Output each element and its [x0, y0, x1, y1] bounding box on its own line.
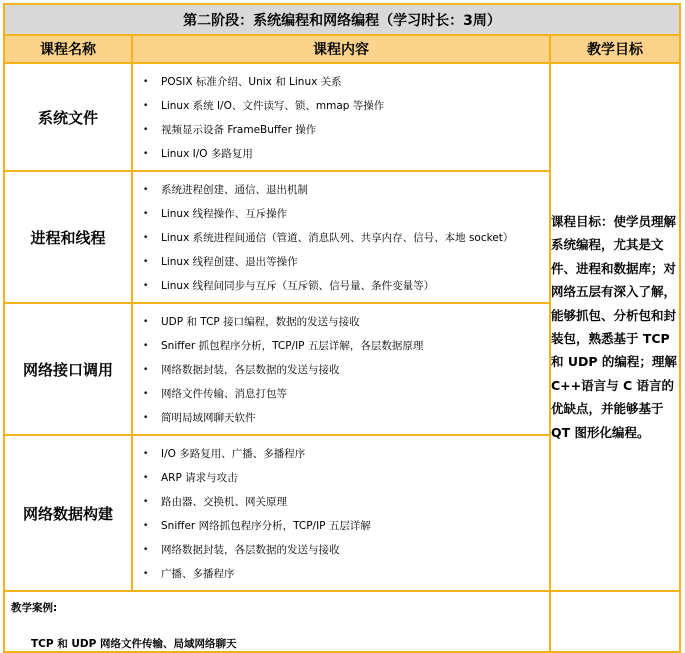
list-item: • 网络文件传输、消息打包等 — [139, 382, 549, 406]
content-list — [133, 436, 549, 590]
header-course-content: 课程内容 — [132, 35, 550, 63]
bullet-icon: • — [143, 341, 149, 351]
teaching-case — [4, 591, 550, 652]
bullet-icon: • — [143, 569, 149, 579]
list-item: • Linux 系统进程间通信（管道、消息队列、共享内存、信号、本地 socket） — [139, 226, 549, 250]
bullet-icon: • — [143, 497, 149, 507]
list-item: • I/O 多路复用、广播、多播程序 — [139, 442, 549, 466]
bullet-icon: • — [143, 233, 149, 243]
bullet-icon: • — [143, 389, 149, 399]
module-name-network-interface: 网络接口调用 — [4, 303, 132, 435]
list-item: • Linux 线程操作、互斥操作 — [139, 202, 549, 226]
list-item: • UDP 和 TCP 接口编程，数据的发送与接收 — [139, 310, 549, 334]
bullet-icon: • — [143, 149, 149, 159]
teaching-case-label: 教学案例: — [11, 602, 58, 614]
bullet-icon: • — [143, 365, 149, 375]
bullet-icon: • — [143, 521, 149, 531]
module-content-network-interface — [132, 303, 550, 435]
course-table — [3, 3, 681, 653]
teaching-goal-text: 课程目标：使学员理解系统编程，尤其是文件、进程和数据库；对网络五层有深入了解，能够抓包、分析包和封装包，熟悉基于 TCP 和 UDP 的编程；理解 C++语言与 C 语言的优缺点，并能够基于 QT 图形化编程。 — [550, 63, 680, 591]
module-content-network-data — [132, 435, 550, 591]
content-list — [133, 64, 549, 170]
header-course-name: 课程名称 — [4, 35, 132, 63]
bullet-icon: • — [143, 77, 149, 87]
list-item: • 广播、多播程序 — [139, 562, 549, 586]
list-item: • Sniffer 网络抓包程序分析，TCP/IP 五层详解 — [139, 514, 549, 538]
content-list — [133, 304, 549, 434]
bullet-icon: • — [143, 449, 149, 459]
bullet-icon: • — [143, 257, 149, 267]
list-item: • 简明局域网聊天软件 — [139, 406, 549, 430]
module-content-process-thread — [132, 171, 550, 303]
list-item: • 路由器、交换机、网关原理 — [139, 490, 549, 514]
bullet-icon: • — [143, 281, 149, 291]
bullet-icon: • — [143, 125, 149, 135]
bullet-icon: • — [143, 545, 149, 555]
bullet-icon: • — [143, 101, 149, 111]
list-item: • 视频显示设备 FrameBuffer 操作 — [139, 118, 549, 142]
teaching-case-value: TCP 和 UDP 网络文件传输、局域网络聊天 — [31, 638, 237, 650]
bullet-icon: • — [143, 185, 149, 195]
list-item: • 网络数据封装，各层数据的发送与接收 — [139, 538, 549, 562]
bullet-icon: • — [143, 317, 149, 327]
empty-cell — [550, 591, 680, 652]
list-item: • POSIX 标准介绍、Unix 和 Linux 关系 — [139, 70, 549, 94]
list-item: • Linux 线程间同步与互斥（互斥锁、信号量、条件变量等） — [139, 274, 549, 298]
list-item: • Linux 线程创建、退出等操作 — [139, 250, 549, 274]
module-name-network-data: 网络数据构建 — [4, 435, 132, 591]
list-item: • ARP 请求与攻击 — [139, 466, 549, 490]
header-teaching-goal: 教学目标 — [550, 35, 680, 63]
list-item: • Linux 系统 I/O、文件读写、锁、mmap 等操作 — [139, 94, 549, 118]
stage-title: 第二阶段：系统编程和网络编程（学习时长：3周） — [4, 4, 680, 35]
content-list — [133, 172, 549, 302]
list-item: • 系统进程创建、通信、退出机制 — [139, 178, 549, 202]
bullet-icon: • — [143, 413, 149, 423]
module-name-process-thread: 进程和线程 — [4, 171, 132, 303]
list-item: • Sniffer 抓包程序分析，TCP/IP 五层详解，各层数据原理 — [139, 334, 549, 358]
list-item: • 网络数据封装，各层数据的发送与接收 — [139, 358, 549, 382]
module-name-system-files: 系统文件 — [4, 63, 132, 171]
bullet-icon: • — [143, 209, 149, 219]
module-content-system-files — [132, 63, 550, 171]
list-item: • Linux I/O 多路复用 — [139, 142, 549, 166]
bullet-icon: • — [143, 473, 149, 483]
